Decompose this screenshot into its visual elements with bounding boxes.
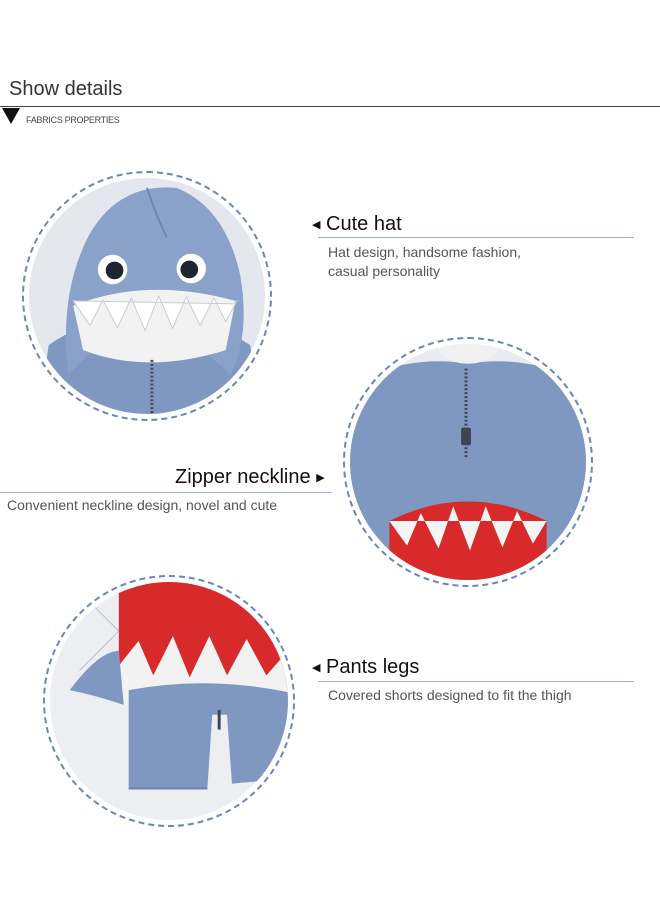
section-subtitle: FABRICS PROPERTIES: [26, 115, 120, 125]
shark-hood-photo-icon: [29, 178, 265, 414]
feature-description-zipper: Convenient neckline design, novel and cute: [7, 497, 278, 513]
header-divider: [0, 106, 660, 107]
feature-divider-zipper: [0, 492, 332, 493]
left-arrow-icon: ◀: [312, 219, 321, 231]
feature-title-pants: ◀ Pants legs: [312, 656, 420, 678]
pants-legs-photo-icon: [50, 582, 288, 820]
feature-image-zipper: [343, 337, 593, 587]
feature-divider-pants: [318, 681, 634, 682]
feature-image-pants: [43, 575, 295, 827]
left-arrow-icon: ◀: [312, 662, 321, 674]
feature-description-hat: Hat design, handsome fashion, casual personality: [328, 244, 522, 279]
feature-divider-hat: [318, 237, 634, 238]
feature-title-hat: ◀ Cute hat: [312, 213, 402, 235]
triangle-marker-icon: [2, 108, 20, 124]
feature-description-pants: Covered shorts designed to fit the thigh: [328, 687, 572, 703]
right-arrow-icon: ▶: [316, 472, 325, 484]
zipper-neckline-photo-icon: [350, 344, 586, 580]
section-title: Show details: [9, 78, 123, 100]
feature-title-zipper: Zipper neckline ▶: [175, 466, 325, 488]
feature-image-hat: [22, 171, 272, 421]
